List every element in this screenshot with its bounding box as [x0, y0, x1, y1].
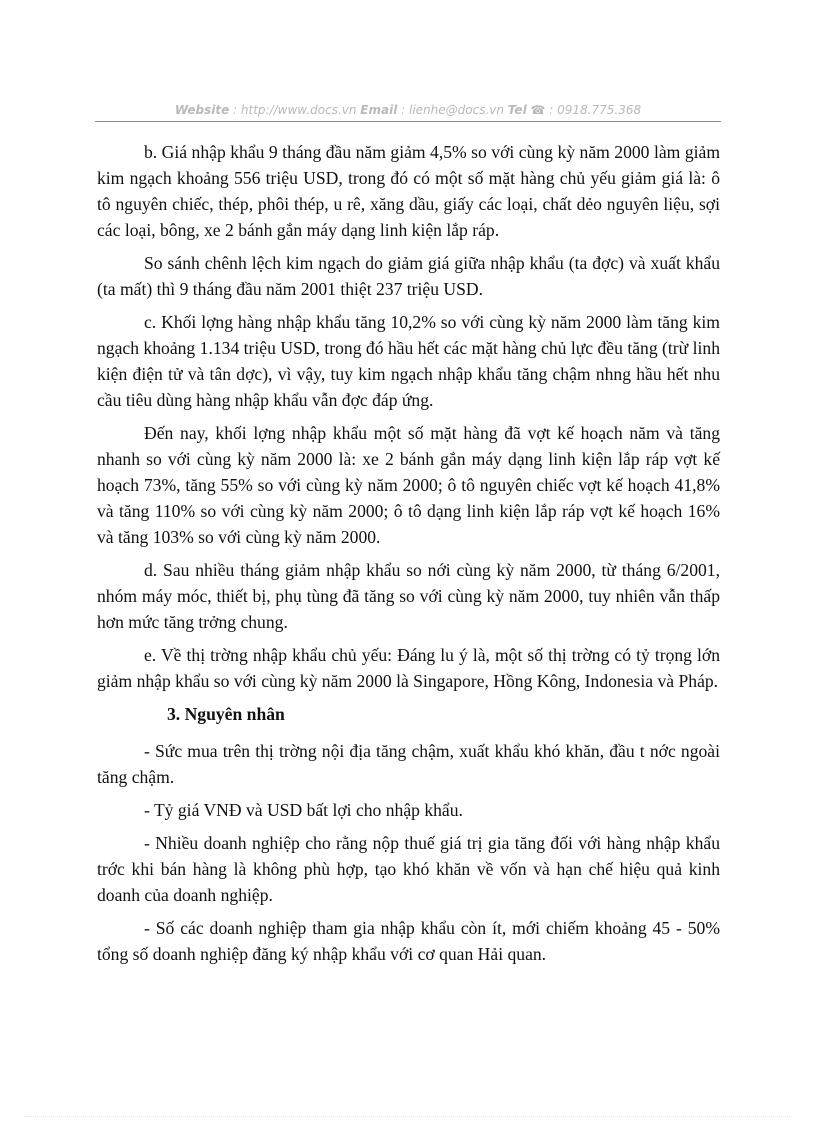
cause-item: - Số các doanh nghiệp tham gia nhập khẩu còn ít, mới chiếm khoảng 45 - 50% tổng số doanh nghiệp đăng ký nhập khẩu với cơ quan Hải quan. [97, 918, 720, 964]
website-label: Website [174, 103, 230, 117]
paragraph-plan-exceeded: Đến nay, khối lợng nhập khẩu một số mặt hàng đã vợt kế hoạch năm và tăng nhanh so với cùng kỳ năm 2000 là: xe 2 bánh gắn máy dạng linh kiện lắp ráp vợt kế hoạch 73%, tăng 55% so với cùng kỳ năm 2000; ô tô nguyên chiếc vợt kế hoạch 41,8% và tăng 110% so với cùng kỳ năm 2000; ô tô dạng linh kiện lắp ráp vợt kế hoạch 16% và tăng 103% so với cùng kỳ năm 2000. [97, 423, 720, 547]
cause-item: - Sức mua trên thị trờng nội địa tăng chậm, xuất khẩu khó khăn, đầu t nớc ngoài tăng chậm. [97, 741, 720, 787]
section-heading: 3. Nguyên nhân [167, 704, 285, 724]
document-body [97, 139, 720, 974]
paragraph-import-volume: c. Khối lợng hàng nhập khẩu tăng 10,2% so với cùng kỳ năm 2000 làm tăng kim ngạch khoảng 1.134 triệu USD, trong đó hầu hết các mặt hàng chủ lực đều tăng (trừ linh kiện điện tử và tân dợc), vì vậy, tuy kim ngạch nhập khẩu tăng chậm nhng hầu hết nhu cầu tiêu dùng hàng nhập khẩu vẫn đợc đáp ứng. [97, 312, 720, 410]
header-divider [95, 121, 721, 122]
paragraph-markets: e. Về thị trờng nhập khẩu chủ yếu: Đáng lu ý là, một số thị trờng có tỷ trọng lớn giảm nhập khẩu so với cùng kỳ năm 2000 là Singapore, Hồng Kông, Indonesia và Pháp. [97, 645, 720, 691]
cause-item: - Tỷ giá VNĐ và USD bất lợi cho nhập khẩu. [144, 800, 463, 820]
tel-value: ☎ : 0918.775.368 [526, 103, 642, 117]
paragraph-price-gap: So sánh chênh lệch kim ngạch do giảm giá giữa nhập khẩu (ta đợc) và xuất khẩu (ta mất) thì 9 tháng đầu năm 2001 thiệt 237 triệu USD. [97, 253, 720, 299]
email-label: Email [360, 103, 398, 117]
page-header [95, 103, 721, 117]
page-bottom-border [24, 1116, 792, 1117]
paragraph-import-price: b. Giá nhập khẩu 9 tháng đầu năm giảm 4,5% so với cùng kỳ năm 2000 làm giảm kim ngạch khoảng 556 triệu USD, trong đó có một số mặt hàng chủ yếu giảm giá là: ô tô nguyên chiếc, thép, phôi thép, u rê, xăng dầu, giấy các loại, chất dẻo nguyên liệu, sợi các loại, bông, xe 2 bánh gắn máy dạng linh kiện lắp ráp. [97, 142, 720, 240]
cause-item: - Nhiều doanh nghiệp cho rằng nộp thuế giá trị gia tăng đối với hàng nhập khẩu trớc khi bán hàng là không phù hợp, tạo khó khăn về vốn và hạn chế hiệu quả kinh doanh của doanh nghiệp. [97, 833, 720, 905]
website-value: : http://www.docs.vn [229, 103, 361, 117]
paragraph-machinery: d. Sau nhiều tháng giảm nhập khẩu so nới cùng kỳ năm 2000, từ tháng 6/2001, nhóm máy móc, thiết bị, phụ tùng đã tăng so với cùng kỳ năm 2000, tuy nhiên vẫn thấp hơn mức tăng trởng chung. [97, 560, 720, 632]
email-value: : lienhe@docs.vn [397, 103, 508, 117]
tel-label: Tel [507, 103, 527, 117]
